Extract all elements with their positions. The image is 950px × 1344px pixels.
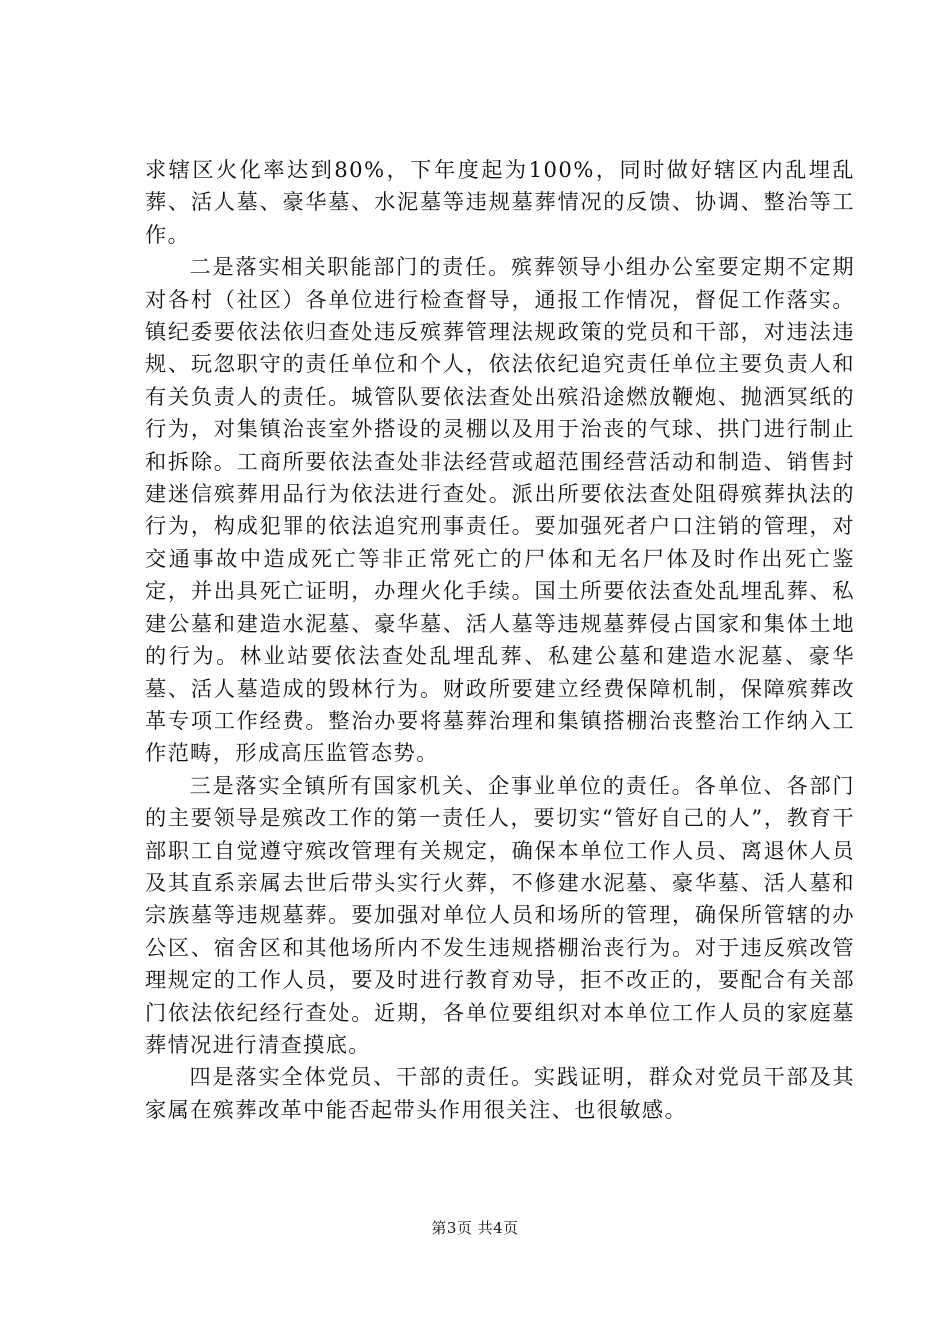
paragraph-party-member-responsibility: 四是落实全体党员、干部的责任。实践证明，群众对党员干部及其家属在殡葬改革中能否起带头作用很关注、也很敏感。 xyxy=(145,1064,855,1122)
paragraph-unit-responsibility: 三是落实全镇所有国家机关、企事业单位的责任。各单位、各部门的主要领导是殡改工作的第一责任人，要切实“管好自己的人”，教育干部职工自觉遵守殡改管理有关规定，确保本单位工作人员、离退休人员及其直系亲属去世后带头实行火葬，不修建水泥墓、豪华墓、活人墓和宗族墓等违规墓葬。要加强对单位人员和场所的管理，确保所管辖的办公区、宿舍区和其他场所内不发生违规搭棚治丧行为。对于违反殡改管理规定的工作人员，要及时进行教育劝导，拒不改正的，要配合有关部门依法依纪经行查处。近期，各单位要组织对本单位工作人员的家庭墓葬情况进行清查摸底。 xyxy=(145,772,855,1057)
paragraph-department-responsibility: 二是落实相关职能部门的责任。殡葬领导小组办公室要定期不定期对各村（社区）各单位进行检查督导，通报工作情况，督促工作落实。镇纪委要依法依归查处违反殡葬管理法规政策的党员和干部，对违法违规、玩忽职守的责任单位和个人，依法依纪追究责任单位主要负责人和有关负责人的责任。城管队要依法查处出殡沿途燃放鞭炮、抛洒冥纸的行为，对集镇治丧室外搭设的灵棚以及用于治丧的气球、拱门进行制止和拆除。工商所要依法查处非法经营或超范围经营活动和制造、销售封建迷信殡葬用品行为依法进行查处。派出所要依法查处阻碍殡葬执法的行为，构成犯罪的依法追究刑事责任。要加强死者户口注销的管理，对交通事故中造成死亡等非正常死亡的尸体和无名尸体及时作出死亡鉴定，并出具死亡证明，办理火化手续。国土所要依法查处乱埋乱葬、私建公墓和建造水泥墓、豪华墓、活人墓等违规墓葬侵占国家和集体土地的行为。林业站要依法查处乱埋乱葬、私建公墓和建造水泥墓、豪华墓、活人墓造成的毁林行为。财政所要建立经费保障机制，保障殡葬改革专项工作经费。整治办要将墓葬治理和集镇搭棚治丧整治工作纳入工作范畴，形成高压监管态势。 xyxy=(145,254,855,766)
page-number-label: 第3页 共4页 xyxy=(431,1219,519,1237)
document-body xyxy=(145,154,855,1126)
paragraph-continued: 求辖区火化率达到80%，下年度起为100%，同时做好辖区内乱埋乱葬、活人墓、豪华墓、水泥墓等违规墓葬情况的反馈、协调、整治等工作。 xyxy=(145,157,855,247)
page-footer xyxy=(0,1218,950,1238)
